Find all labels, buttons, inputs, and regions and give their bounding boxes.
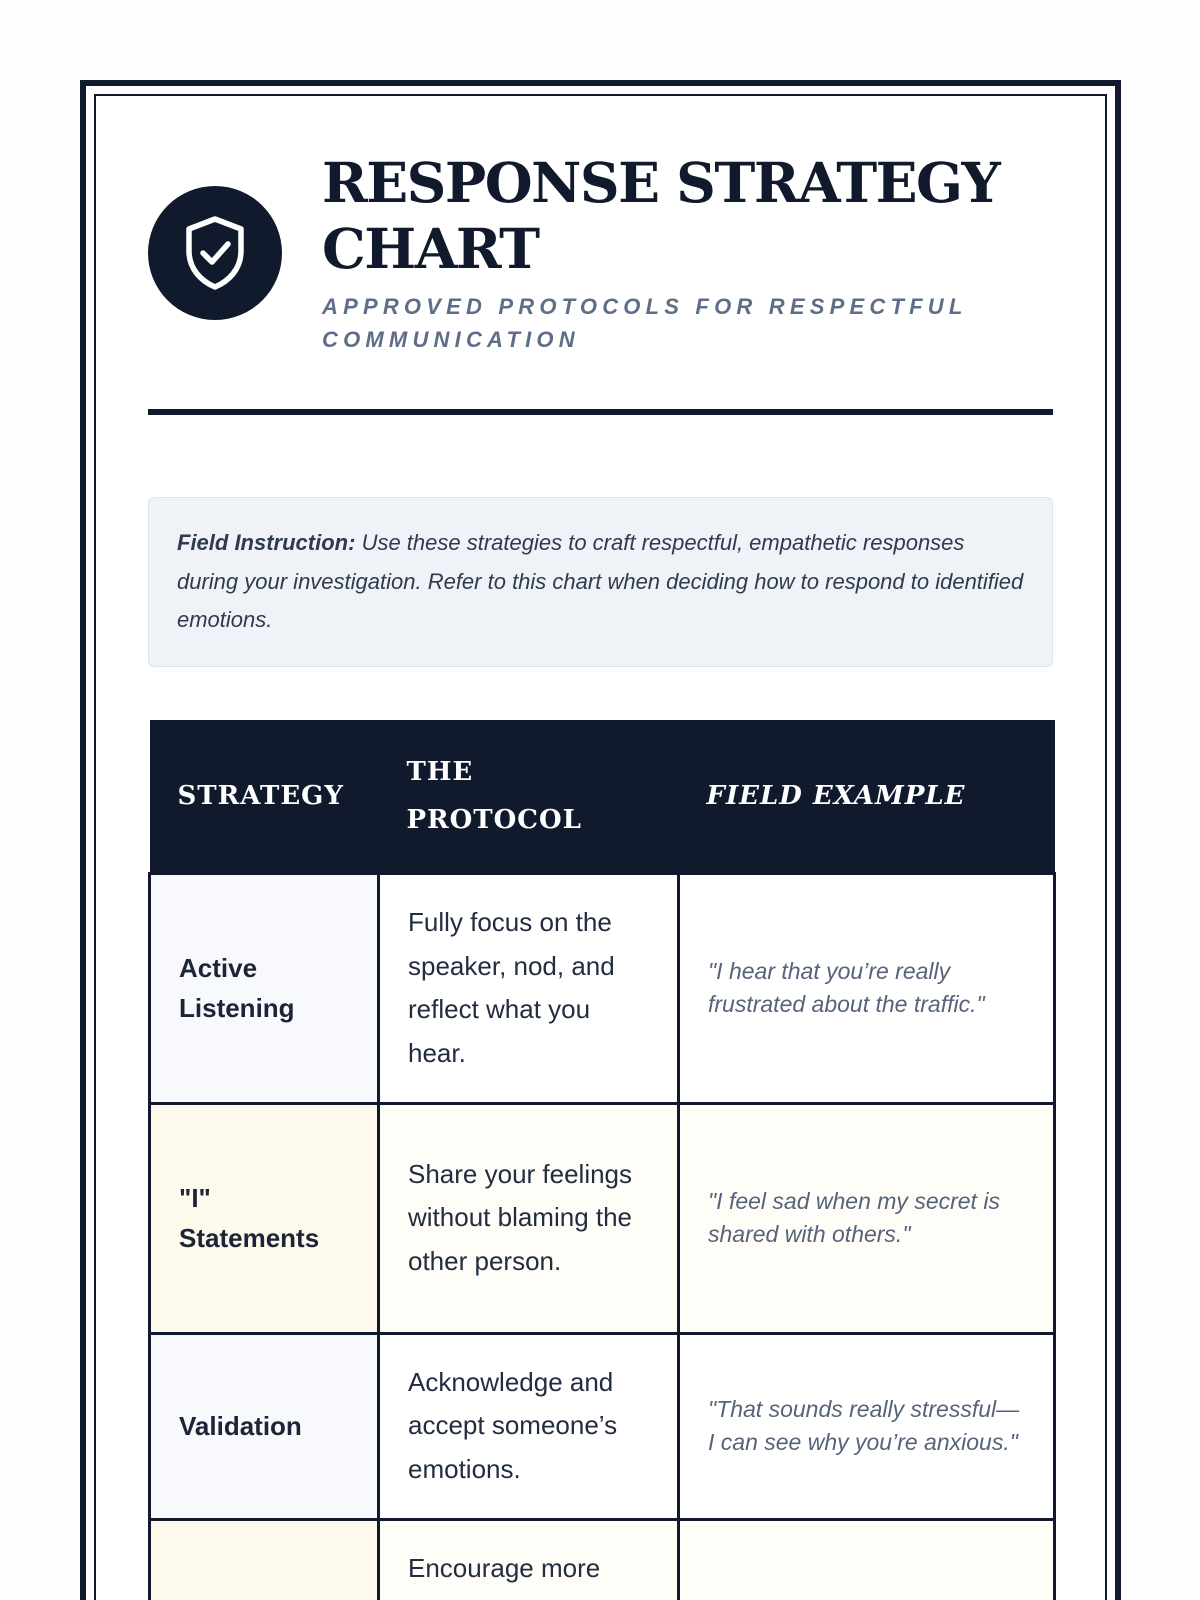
column-header-strategy: STRATEGY <box>150 720 379 873</box>
instruction-lead: Field Instruction: <box>177 530 356 555</box>
table-header-row <box>150 720 1055 873</box>
example-cell: "I feel sad when my secret is shared with others." <box>679 1103 1055 1333</box>
shield-badge <box>148 186 282 320</box>
table-row <box>150 1333 1055 1519</box>
example-cell: "I hear that you’re really frustrated about the traffic." <box>679 873 1055 1103</box>
column-header-example: FIELD EXAMPLE <box>679 720 1055 873</box>
strategy-table <box>148 720 1056 1600</box>
instruction-text: Use these strategies to craft respectful, empathetic responses during your investigation. Refer to this chart when deciding how to respond to identified emotions. <box>177 530 1024 632</box>
field-instruction-box <box>148 497 1053 667</box>
strategy-cell: Validation <box>150 1333 379 1519</box>
table-row <box>150 1519 1055 1600</box>
strategy-cell <box>150 1519 379 1600</box>
page-title: RESPONSE STRATEGY CHART <box>322 150 1000 281</box>
header-divider <box>148 409 1053 415</box>
protocol-cell: Share your feelings without blaming the other person. <box>379 1103 679 1333</box>
strategy-cell: "I" Statements <box>150 1103 379 1333</box>
protocol-cell: Fully focus on the speaker, nod, and reflect what you hear. <box>379 873 679 1103</box>
title-block <box>322 150 1022 356</box>
table-row <box>150 1103 1055 1333</box>
protocol-cell: Encourage more <box>379 1519 679 1600</box>
page-subtitle: APPROVED PROTOCOLS FOR RESPECTFUL COMMUNICATION <box>322 294 968 352</box>
strategy-cell: Active Listening <box>150 873 379 1103</box>
shield-check-icon <box>182 214 248 292</box>
example-cell: "That sounds really stressful—I can see why you’re anxious." <box>679 1333 1055 1519</box>
column-header-protocol: THE PROTOCOL <box>379 720 679 873</box>
table-row <box>150 873 1055 1103</box>
example-cell <box>679 1519 1055 1600</box>
protocol-cell: Acknowledge and accept someone’s emotions. <box>379 1333 679 1519</box>
